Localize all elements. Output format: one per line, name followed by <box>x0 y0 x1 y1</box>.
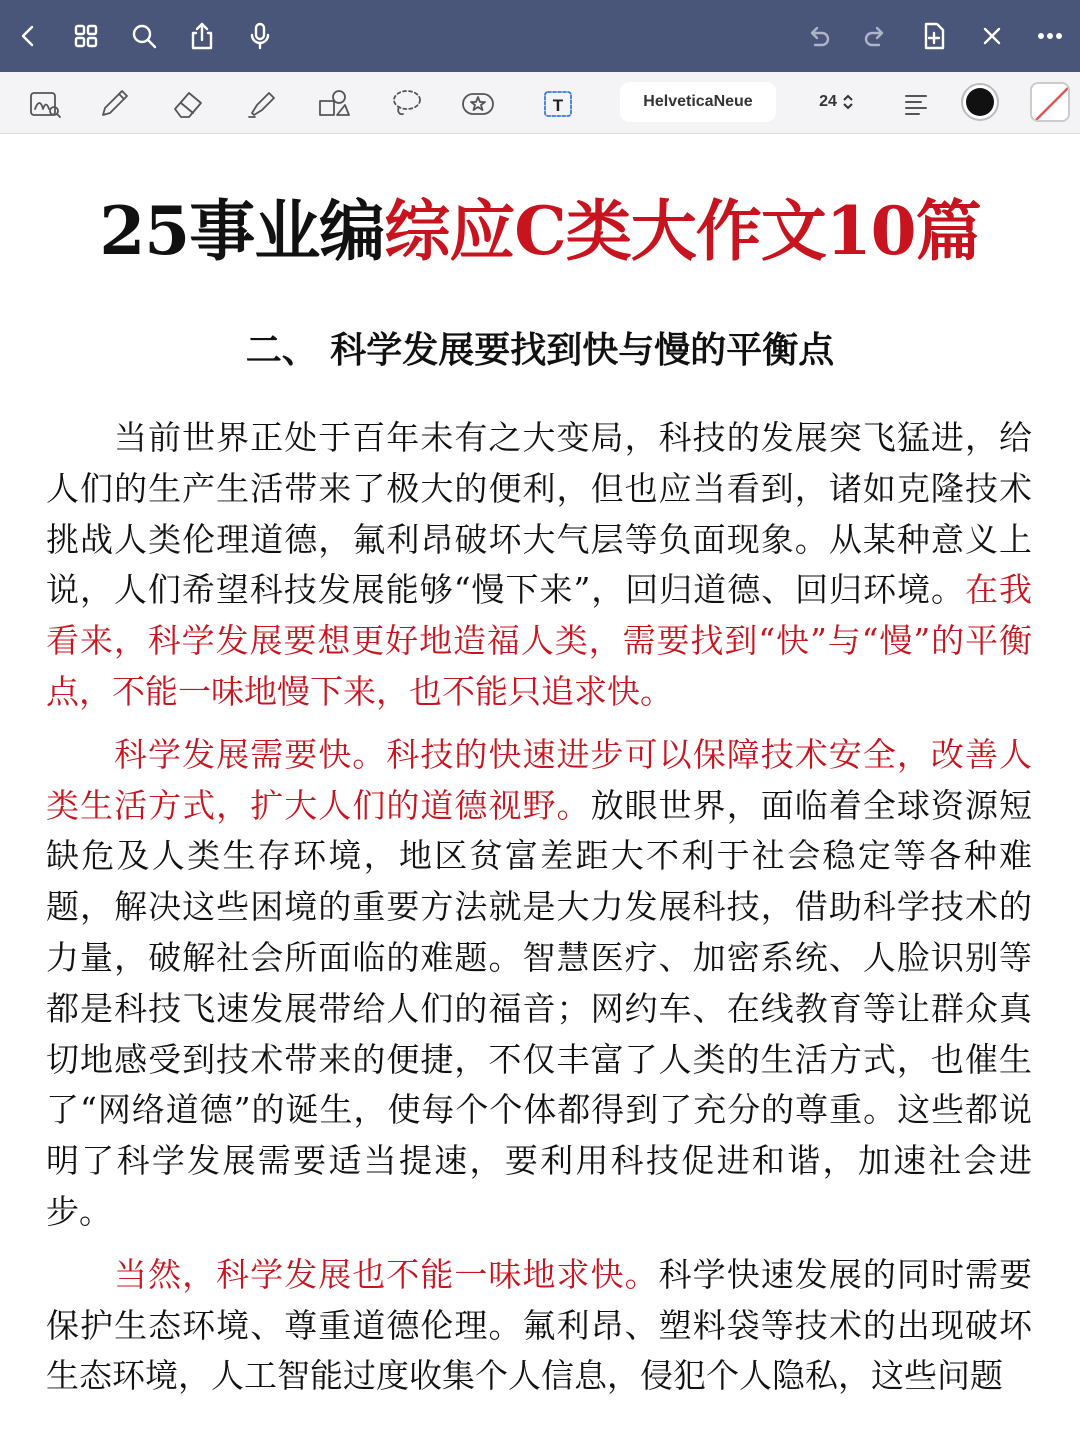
essay-body <box>46 413 1032 1414</box>
paragraph-2-highlight: 科学发展需要快。科技的快速进步可以保障技术安全，改善人类生活方式，扩大人们的道德视野。 <box>46 734 1032 825</box>
redo-icon[interactable] <box>858 18 894 54</box>
paragraph-1 <box>46 413 1032 718</box>
paragraph-3-plain: 科学快速发展的同时需要保护生态环境、尊重道德伦理。氟利昂、塑料袋等技术的出现破坏生态环境，人工智能过度收集个人信息，侵犯个人隐私，这些问题 <box>46 1254 1033 1396</box>
font-family-label: HelveticaNeue <box>643 93 753 110</box>
stepper-chevron-icon <box>841 93 855 111</box>
add-page-icon[interactable] <box>916 18 952 54</box>
title-black-part: 25事业编 <box>99 192 385 270</box>
title-red-part: 综应C类大作文10篇 <box>384 192 981 270</box>
font-size-selector[interactable] <box>806 82 868 122</box>
text-tool-icon[interactable] <box>536 82 580 126</box>
no-fill-icon <box>1032 84 1070 122</box>
microphone-icon[interactable] <box>242 18 278 54</box>
more-icon[interactable] <box>1032 18 1068 54</box>
paragraph-1-highlight: 在我看来，科学发展要想更好地造福人类，需要找到“快”与“慢”的平衡点，不能一味地慢下来，也不能只追求快。 <box>46 570 1033 711</box>
paragraph-3-highlight: 当然，科学发展也不能一味地求快。 <box>114 1254 659 1294</box>
share-icon[interactable] <box>184 18 220 54</box>
close-icon[interactable] <box>974 18 1010 54</box>
grid-icon[interactable] <box>68 18 104 54</box>
section-heading: 二、 科学发展要找到快与慢的平衡点 <box>245 329 835 371</box>
font-family-selector[interactable] <box>620 82 776 122</box>
svg-text:T: T <box>552 96 564 115</box>
image-tool-icon[interactable] <box>22 82 66 126</box>
text-color-picker[interactable] <box>961 83 999 121</box>
paragraph-2 <box>46 730 1032 1238</box>
paragraph-1-plain: 当前世界正处于百年未有之大变局，科技的发展突飞猛进，给人们的生产生活带来了极大的便利，但也应当看到，诸如克隆技术挑战人类伦理道德，氟利昂破坏大气层等负面现象。从某种意义上说，人们希望科技发展能够“慢下来”，回归道德、回归环境。 <box>46 418 1032 610</box>
shapes-tool-icon[interactable] <box>312 82 356 126</box>
sticker-tool-icon[interactable] <box>456 82 500 126</box>
document-title <box>0 191 1080 271</box>
eraser-tool-icon[interactable] <box>166 82 210 126</box>
paragraph-3 <box>46 1250 1032 1402</box>
top-navigation-bar <box>0 0 1080 72</box>
paragraph-2-plain: 放眼世界，面临着全球资源短缺危及人类生存环境，地区贫富差距大不利于社会稳定等各种难题，解决这些困境的重要方法就是大力发展科技，借助科学技术的力量，破解社会所面临的难题。智慧医疗、加密系统、人脸识别等都是科技飞速发展带给人们的福音；网约车、在线教育等让群众真切地感受到技术带来的便捷，不仅丰富了人类的生活方式，也催生了“网络道德”的诞生，使每个个体都得到了充分的尊重。这些都说明了科学发展需要适当提速，要利用科技促进和谐，加速社会进步。 <box>46 785 1033 1231</box>
lasso-tool-icon[interactable] <box>384 82 428 126</box>
back-icon[interactable] <box>10 18 46 54</box>
text-color-swatch <box>966 88 994 116</box>
undo-icon[interactable] <box>800 18 836 54</box>
text-align-icon[interactable] <box>894 82 938 126</box>
pen-tool-icon[interactable] <box>92 82 136 126</box>
highlighter-tool-icon[interactable] <box>240 82 284 126</box>
font-size-value: 24 <box>819 93 837 110</box>
search-icon[interactable] <box>126 18 162 54</box>
fill-color-none[interactable] <box>1030 82 1070 122</box>
